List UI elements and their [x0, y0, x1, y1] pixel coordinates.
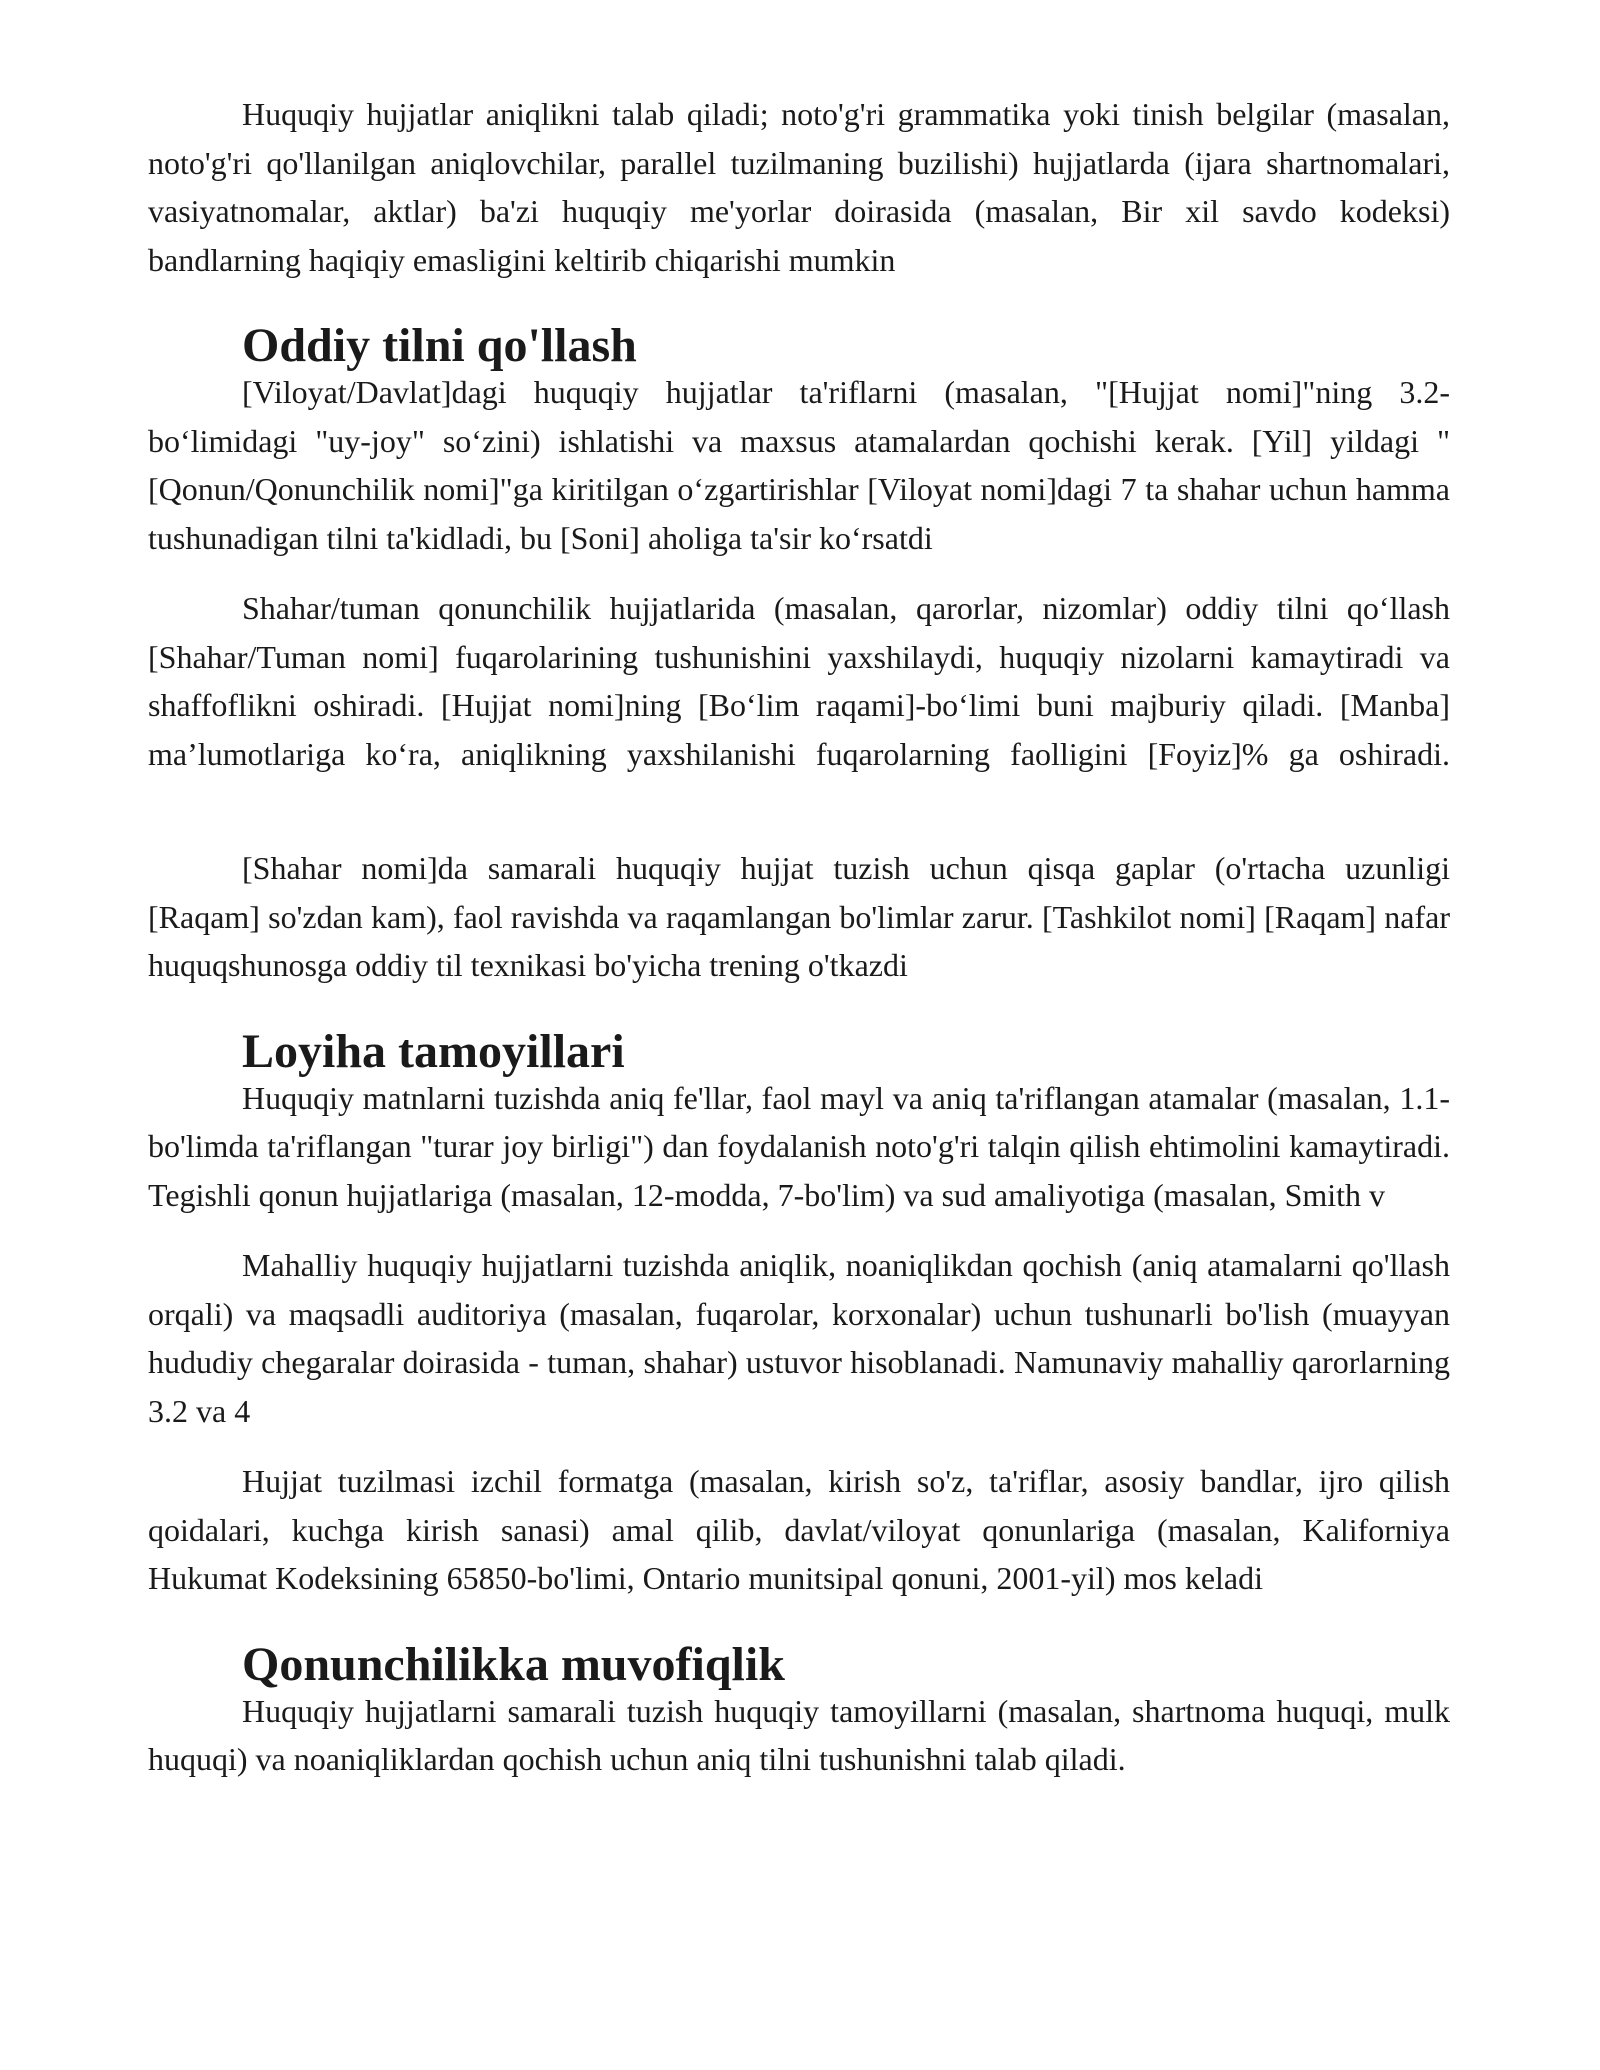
spacer [148, 284, 1450, 324]
section-heading-compliance: Qonunchilikka muvofiqlik [242, 1637, 785, 1691]
paragraph-precise-verbs: Huquqiy matnlarni tuzishda aniq fe'llar, faol mayl va aniq ta'riflangan atamalar (masalan, 1.1-bo'limda ta'riflangan "turar joy birligi") dan foydalanish noto'g'ri talqin qilish ehtimolini kamaytiradi. Tegishli qonun hujjatlariga (masalan, 12-modda, 7-bo'lim) va sud amaliyotiga (masalan, Smith v [148, 1079, 1450, 1213]
paragraph-short-sentences: [Shahar nomi]da samarali huquqiy hujjat tuzish uchun qisqa gaplar (o'rtacha uzunligi [Raqam] so'zdan kam), faol ravishda va raqamlangan bo'limlar zarur. [Tashkilot nomi] [Raqam] nafar huquqshunosga oddiy til texnikasi bo'yicha trening o'tkazdi [148, 850, 1450, 983]
paragraph-effective-drafting: Huquqiy hujjatlarni samarali tuzish huquqiy tamoyillarni (masalan, shartnoma huquqi, mulk huquqi) va noaniqliklardan qochish uchun aniq tilni tushunishni talab qiladi. [148, 1692, 1450, 1777]
spacer [148, 778, 1450, 844]
spacer [148, 990, 1450, 1030]
section-heading-design-principles: Loyiha tamoyillari [242, 1024, 625, 1078]
spacer [148, 1603, 1450, 1643]
paragraph-city-legislation: Shahar/tuman qonunchilik hujjatlarida (masalan, qarorlar, nizomlar) oddiy tilni qo‘llash [Shahar/Tuman nomi] fuqarolarining tushunishini yaxshilaydi, huquqiy nizolarni kamaytiradi va shaffoflikni oshiradi. [Hujjat nomi]ning [Bo‘lim raqami]-bo‘limi buni majburiy qiladi. [Manba] ma’lumotlariga ko‘ra, aniqlikning yaxshilanishi fuqarolarning faolligini [Foyiz]% ga oshiradi. [148, 590, 1450, 772]
spacer [148, 1435, 1450, 1457]
paragraph-document-structure: Hujjat tuzilmasi izchil formatga (masalan, kirish so'z, ta'riflar, asosiy bandlar, ijro qilish qoidalari, kuchga kirish sanasi) amal qilib, davlat/viloyat qonunlariga (masalan, Kaliforniya Hukumat Kodeksining 65850-bo'limi, Ontario munitsipal qonuni, 2001-yil) mos keladi [148, 1463, 1450, 1596]
paragraph-local-documents: Mahalliy huquqiy hujjatlarni tuzishda aniqlik, noaniqlikdan qochish (aniq atamalarni qo'llash orqali) va maqsadli auditoriya (masalan, fuqarolar, korxonalar) uchun tushunarli bo'lish (muayyan hududiy chegaralar doirasida - tuman, shahar) ustuvor hisoblanadi. Namunaviy mahalliy qarorlarning 3.2 va 4 [148, 1247, 1450, 1429]
section-heading-plain-language: Oddiy tilni qo'llash [242, 319, 637, 372]
spacer [148, 1219, 1450, 1241]
spacer [148, 562, 1450, 584]
paragraph-plain-language-definitions: [Viloyat/Davlat]dagi huquqiy hujjatlar ta'riflarni (masalan, "[Hujjat nomi]"ning 3.2-bo‘limidagi "uy-joy" so‘zini) ishlatishi va maxsus atamalardan qochishi kerak. [Yil] yildagi "[Qonun/Qonunchilik nomi]"ga kiritilgan o‘zgartirishlar [Viloyat nomi]dagi 7 ta shahar uchun hamma tushunadigan tilni ta'kidladi, bu [Soni] aholiga ta'sir ko‘rsatdi [148, 374, 1450, 556]
document-page [148, 90, 1450, 1784]
paragraph-intro: Huquqiy hujjatlar aniqlikni talab qiladi; noto'g'ri grammatika yoki tinish belgilar (masalan, noto'g'ri qo'llanilgan aniqlovchilar, parallel tuzilmaning buzilishi) hujjatlarda (ijara shartnomalari, vasiyatnomalar, aktlar) ba'zi huquqiy me'yorlar doirasida (masalan, Bir xil savdo kodeksi) bandlarning haqiqiy emasligini keltirib chiqarishi mumkin [148, 96, 1450, 278]
